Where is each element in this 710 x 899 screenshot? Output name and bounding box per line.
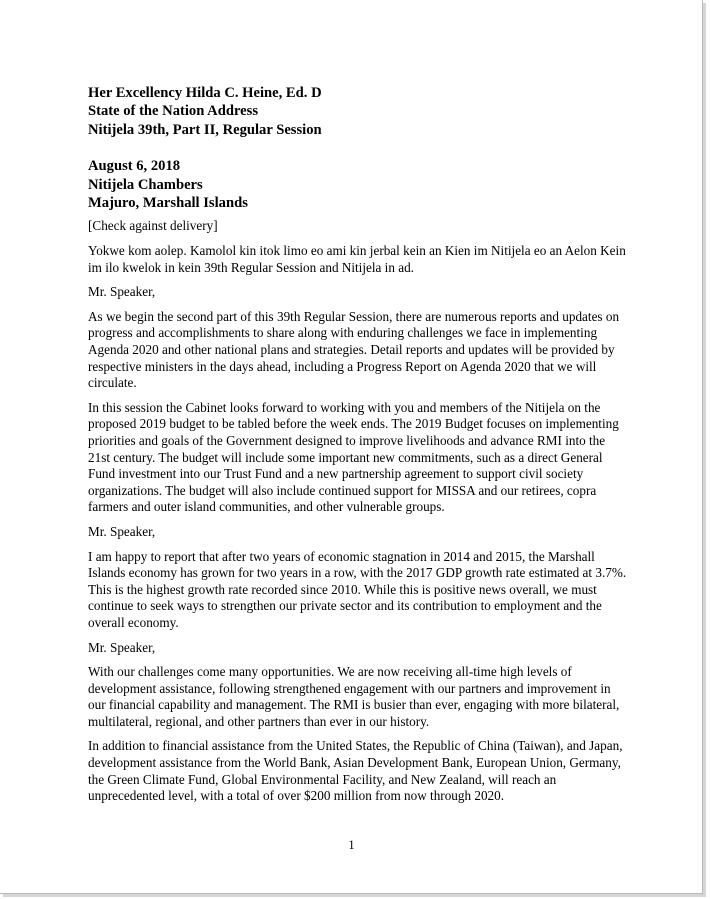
- paragraph-opportunities: With our challenges come many opportunities. We are now receiving all-time high levels of development assistance, following strengthened engagement with our partners and improvement in our financial capability and management. The RMI is busier than ever, engaging with more bilateral, multilateral, regional, and other partners than ever in our history.: [88, 664, 620, 729]
- paragraph-budget: In this session the Cabinet looks forward to working with you and members of the Nitijela on the proposed 2019 budget to be tabled before the week ends. The 2019 Budget focuses on implementing priorities and goals of the Government designed to improve livelihoods and advance RMI into the 21st century. The budget will include some important new commitments, such as a direct General Fund investment into our Trust Fund and a new partnership agreement to support civil society organizations. The budget will also include continued support for MISSA and our retirees, copra farmers and outer island communities, and other vulnerable groups.: [88, 399, 619, 515]
- page-number: 1: [348, 838, 355, 852]
- address-title: State of the Nation Address: [88, 103, 258, 120]
- document-body: [88, 84, 628, 805]
- address-location: Majuro, Marshall Islands: [88, 195, 248, 212]
- speaker-name: Her Excellency Hilda C. Heine, Ed. D: [88, 85, 322, 101]
- address-venue: Nitijela Chambers: [88, 176, 203, 193]
- session-name: Nitijela 39th, Part II, Regular Session: [88, 121, 322, 138]
- paragraph-agenda: As we begin the second part of this 39th Regular Session, there are numerous reports and updates on progress and accomplishments to share along with enduring challenges we face in implementing Agenda 2020 and other national plans and strategies. Detail reports and updates will be provided by respective ministers in the days ahead, including a Progress Report on Agenda 2020 that we will circulate.: [88, 308, 620, 391]
- paragraph-greeting: Yokwe kom aolep. Kamolol kin itok limo eo ami kin jerbal kein an Kien im Nitijela eo an Aelon Kein im ilo kwelok in kein 39th Regular Session and Nitijela in ad.: [88, 243, 626, 275]
- address-date: August 6, 2018: [88, 158, 181, 175]
- paragraph-economy: I am happy to report that after two years of economic stagnation in 2014 and 2015, the Marshall Islands economy has grown for two years in a row, with the 2017 GDP growth rate estimated at 3.7%. This is the highest growth rate recorded since 2010. While this is positive news overall, we must continue to seek ways to strengthen our private sector and its contribution to employment and the overall economy.: [88, 548, 627, 630]
- paragraph-assistance: In addition to financial assistance from the United States, the Republic of China (Taiwan), and Japan, development assistance from the World Bank, Asian Development Bank, European Union, Germany, the Green Climate Fund, Global Environmental Facility, and New Zealand, will reach an unprecedented level, with a total of over $200 million from now through 2020.: [88, 738, 623, 804]
- date-location-heading: [88, 157, 628, 212]
- address-heading: [88, 84, 628, 139]
- paragraph-salutation: Mr. Speaker,: [88, 639, 156, 655]
- paragraph-salutation: Mr. Speaker,: [88, 284, 156, 300]
- paragraph-salutation: Mr. Speaker,: [88, 523, 156, 539]
- delivery-note: [Check against delivery]: [88, 218, 218, 234]
